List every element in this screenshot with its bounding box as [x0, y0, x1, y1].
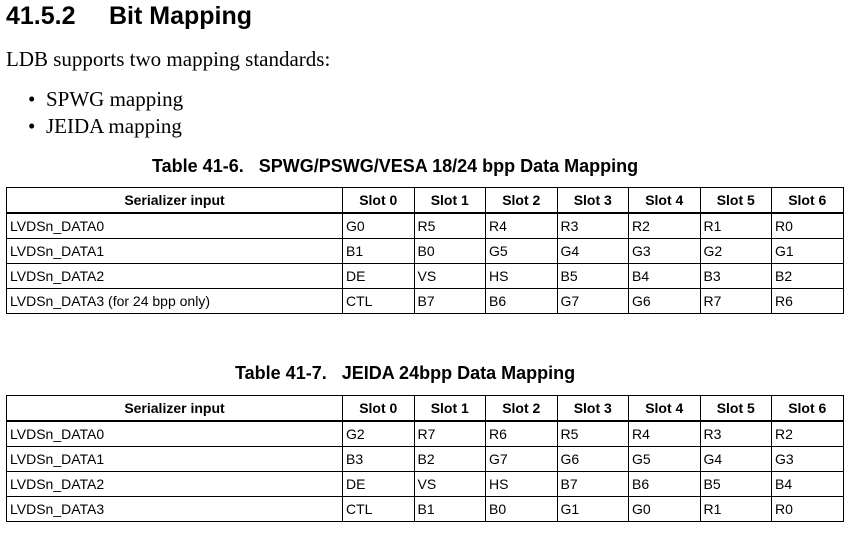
table-cell: B1: [343, 239, 415, 264]
table-cell: B0: [486, 497, 558, 522]
table-cell: B0: [414, 239, 486, 264]
column-header: Slot 3: [557, 188, 629, 214]
section-title: Bit Mapping: [109, 2, 253, 30]
table-cell: R0: [772, 213, 844, 239]
table-cell: B1: [414, 497, 486, 522]
table-cell: B7: [414, 289, 486, 314]
table-cell: G2: [700, 239, 772, 264]
column-header: Slot 1: [414, 188, 486, 214]
list-item-text: JEIDA mapping: [46, 114, 182, 138]
table-cell: G3: [629, 239, 701, 264]
table-cell: R5: [414, 213, 486, 239]
column-header: Slot 0: [343, 396, 415, 422]
column-header: Slot 4: [629, 396, 701, 422]
column-header: Slot 5: [700, 396, 772, 422]
table-cell: B7: [557, 472, 629, 497]
table-row: [7, 289, 844, 314]
table-cell: VS: [414, 264, 486, 289]
table-cell: B2: [772, 264, 844, 289]
table-cell: R3: [557, 213, 629, 239]
table-cell: CTL: [343, 289, 415, 314]
table-cell: G4: [700, 447, 772, 472]
table-row: [7, 264, 844, 289]
table-cell: R1: [700, 213, 772, 239]
table-cell: VS: [414, 472, 486, 497]
table-cell: LVDSn_DATA3: [7, 497, 343, 522]
table-cell: B3: [700, 264, 772, 289]
column-header: Slot 0: [343, 188, 415, 214]
table-cell: LVDSn_DATA3 (for 24 bpp only): [7, 289, 343, 314]
table-cell: G7: [557, 289, 629, 314]
table-cell: R7: [700, 289, 772, 314]
spwg-mapping-table: [6, 187, 844, 314]
table-cell: R6: [486, 421, 558, 447]
table-row: [7, 472, 844, 497]
table-cell: LVDSn_DATA1: [7, 239, 343, 264]
table-cell: G1: [772, 239, 844, 264]
section-number: 41.5.2: [6, 2, 76, 30]
table-cell: B6: [629, 472, 701, 497]
column-header: Serializer input: [7, 188, 343, 214]
column-header: Slot 5: [700, 188, 772, 214]
jeida-mapping-table: [6, 395, 844, 522]
table-caption: Table 41-6. SPWG/PSWG/VESA 18/24 bpp Data Mapping: [152, 156, 639, 176]
table-cell: G6: [557, 447, 629, 472]
column-header: Serializer input: [7, 396, 343, 422]
table-cell: R4: [486, 213, 558, 239]
table-cell: R7: [414, 421, 486, 447]
table-header-row: [7, 188, 844, 214]
column-header: Slot 1: [414, 396, 486, 422]
intro-paragraph: LDB supports two mapping standards:: [6, 47, 331, 71]
column-header: Slot 6: [772, 396, 844, 422]
table-cell: LVDSn_DATA2: [7, 472, 343, 497]
table-cell: CTL: [343, 497, 415, 522]
table-cell: G1: [557, 497, 629, 522]
section-heading: [6, 0, 252, 32]
table-cell: G0: [629, 497, 701, 522]
table-cell: DE: [343, 472, 415, 497]
table-cell: G2: [343, 421, 415, 447]
table-cell: LVDSn_DATA0: [7, 421, 343, 447]
table-cell: B5: [700, 472, 772, 497]
table-cell: B4: [629, 264, 701, 289]
table-row: [7, 421, 844, 447]
table-cell: B6: [486, 289, 558, 314]
table-cell: G0: [343, 213, 415, 239]
table-cell: R4: [629, 421, 701, 447]
table-cell: R6: [772, 289, 844, 314]
list-item-text: SPWG mapping: [46, 87, 184, 111]
table-cell: G4: [557, 239, 629, 264]
table-cell: R2: [772, 421, 844, 447]
bullet-icon: •: [28, 114, 36, 138]
table-cell: G3: [772, 447, 844, 472]
list-item: [28, 86, 183, 113]
table-cell: LVDSn_DATA2: [7, 264, 343, 289]
table-cell: R5: [557, 421, 629, 447]
table-cell: B2: [414, 447, 486, 472]
column-header: Slot 4: [629, 188, 701, 214]
column-header: Slot 6: [772, 188, 844, 214]
table-cell: R2: [629, 213, 701, 239]
column-header: Slot 2: [486, 396, 558, 422]
table-cell: LVDSn_DATA1: [7, 447, 343, 472]
bullet-icon: •: [28, 87, 36, 111]
table-row: [7, 497, 844, 522]
table-cell: HS: [486, 264, 558, 289]
table-row: [7, 447, 844, 472]
table-row: [7, 213, 844, 239]
table-cell: B3: [343, 447, 415, 472]
table-cell: HS: [486, 472, 558, 497]
table-cell: R1: [700, 497, 772, 522]
table-cell: G5: [486, 239, 558, 264]
table-cell: G7: [486, 447, 558, 472]
table-cell: G6: [629, 289, 701, 314]
mapping-standards-list: [28, 86, 183, 140]
table-caption: Table 41-7. JEIDA 24bpp Data Mapping: [235, 363, 576, 383]
table-row: [7, 239, 844, 264]
table-cell: LVDSn_DATA0: [7, 213, 343, 239]
table-header-row: [7, 396, 844, 422]
list-item: [28, 113, 183, 140]
table-cell: B5: [557, 264, 629, 289]
table-cell: B4: [772, 472, 844, 497]
column-header: Slot 2: [486, 188, 558, 214]
table-cell: G5: [629, 447, 701, 472]
table-cell: R0: [772, 497, 844, 522]
table-cell: DE: [343, 264, 415, 289]
table-cell: R3: [700, 421, 772, 447]
column-header: Slot 3: [557, 396, 629, 422]
